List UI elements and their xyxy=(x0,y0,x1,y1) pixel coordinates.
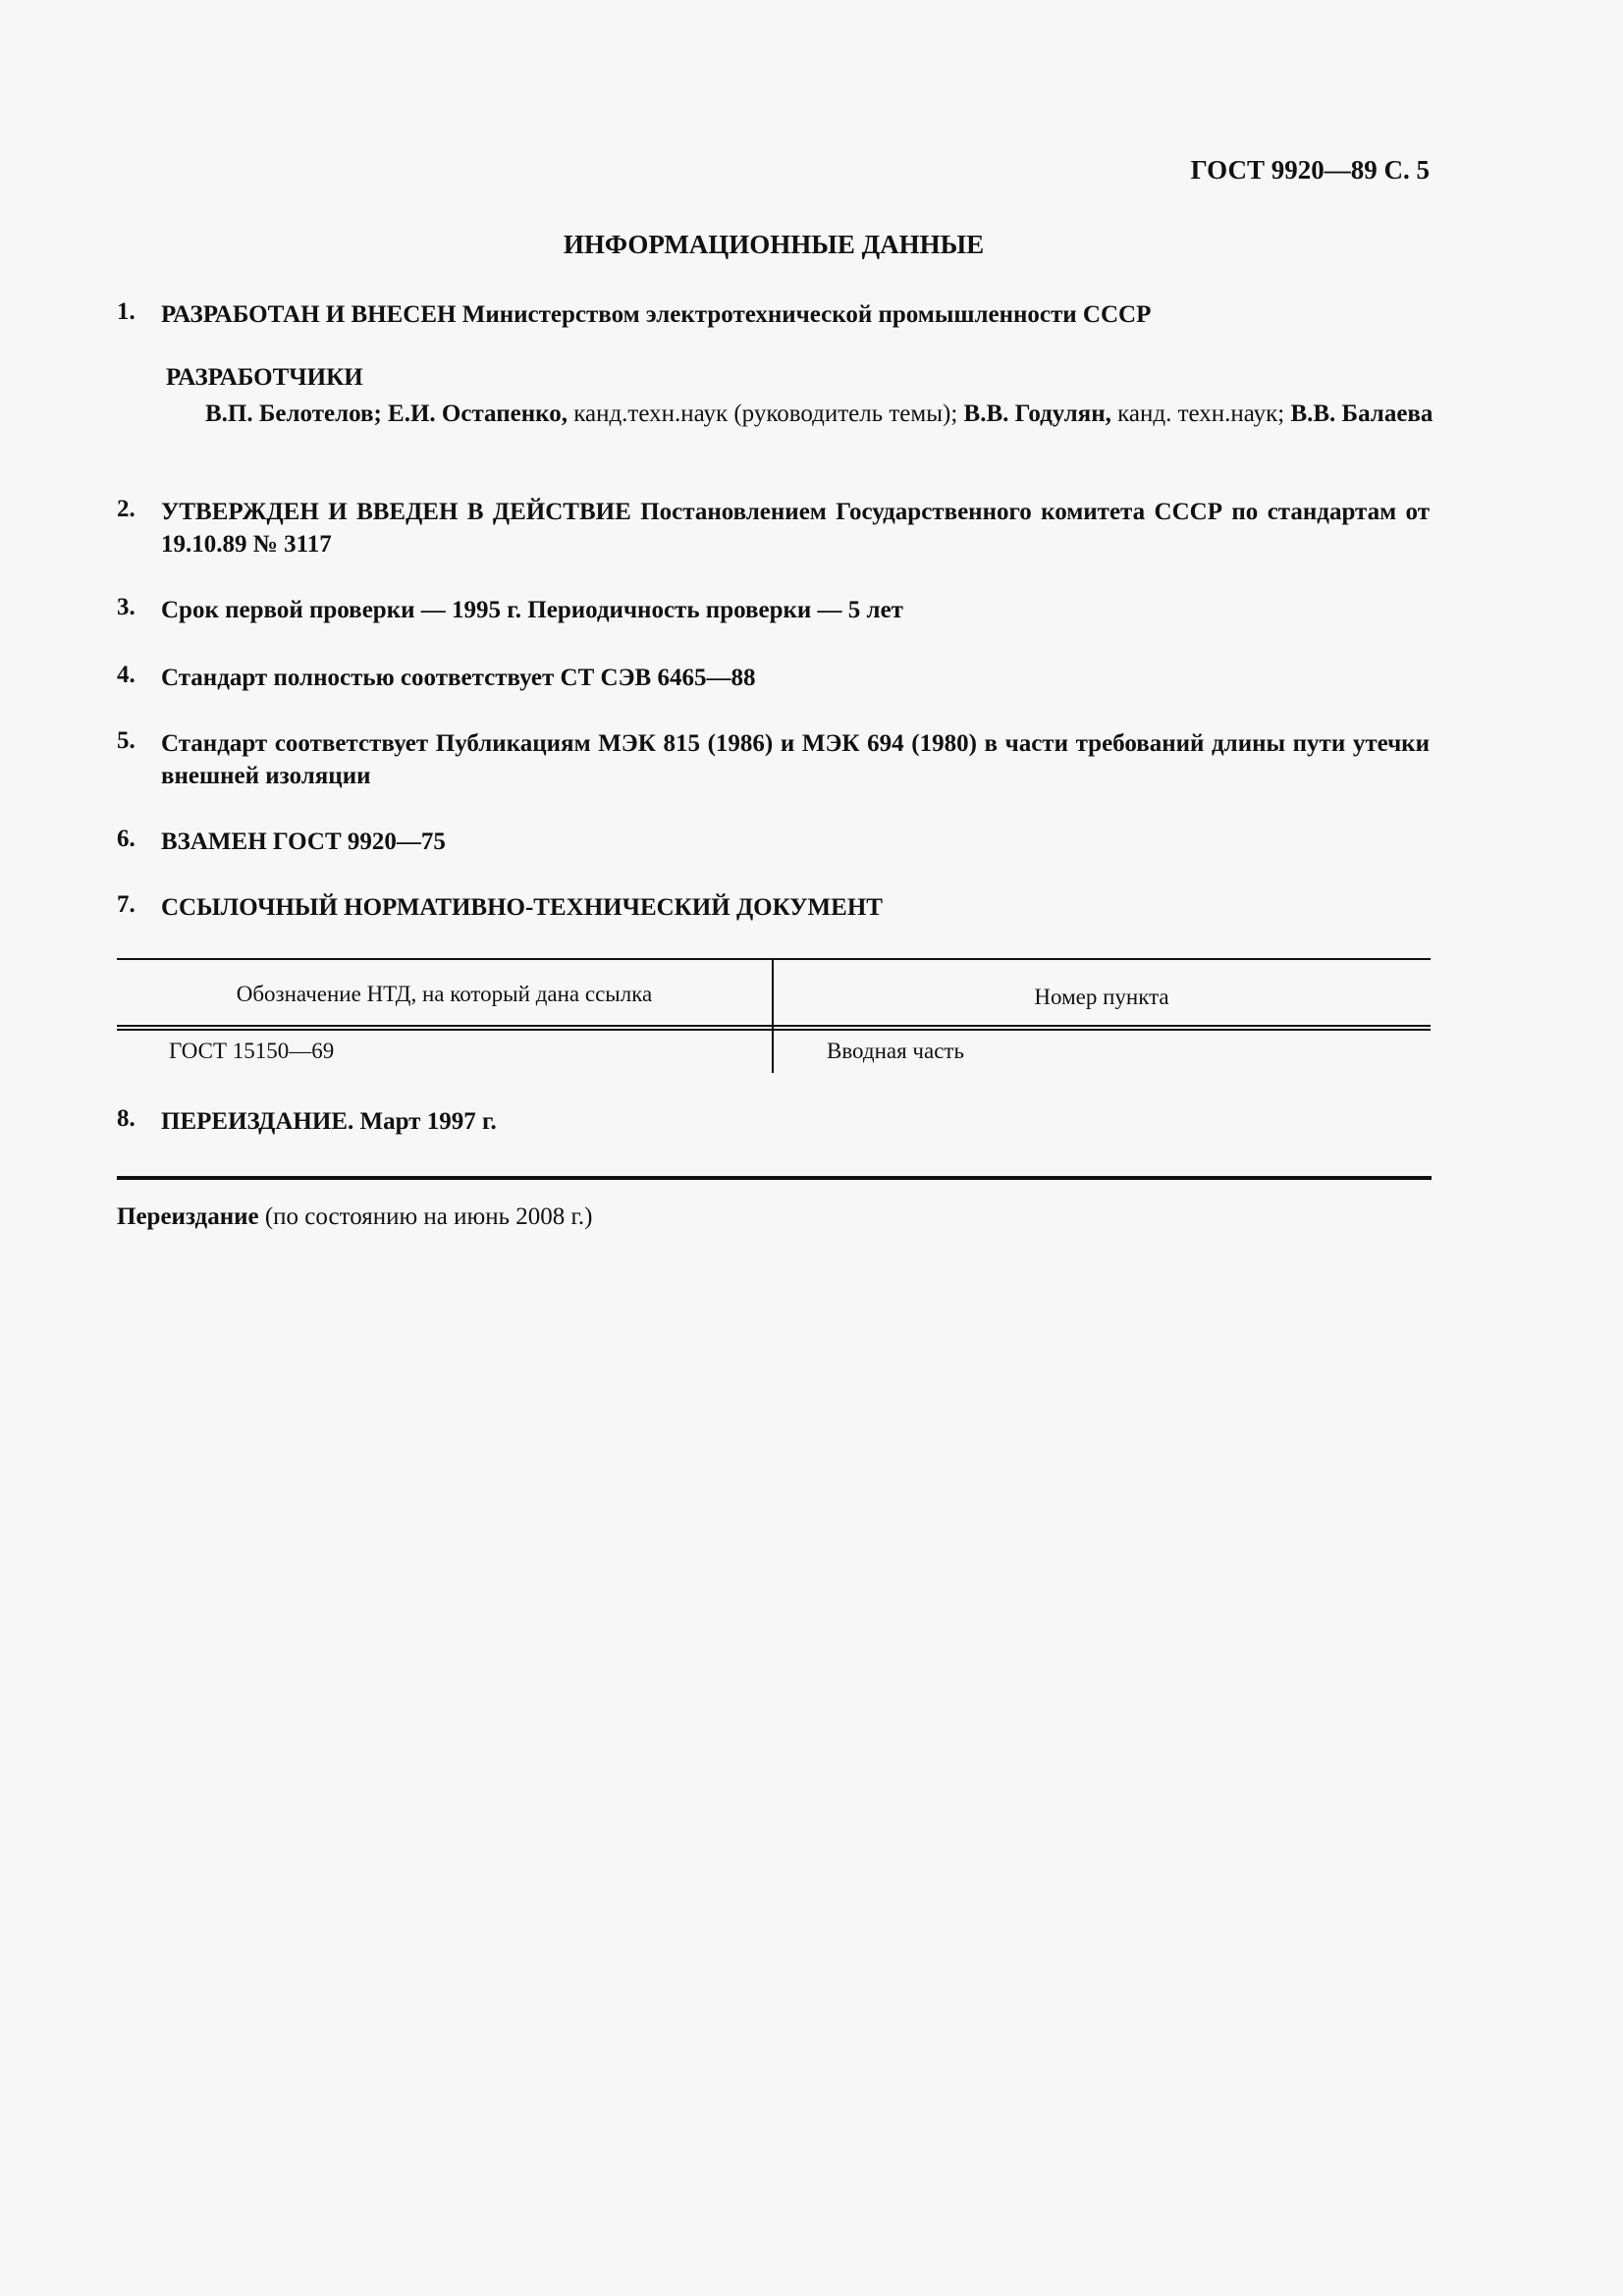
document-reference: ГОСТ 9920—89 С. 5 xyxy=(1190,155,1430,185)
section-divider xyxy=(117,1176,1432,1180)
reissue-date: (по состоянию на июнь 2008 г.) xyxy=(258,1203,593,1230)
page-title: ИНФОРМАЦИОННЫЕ ДАННЫЕ xyxy=(563,230,985,259)
item-number: 5. xyxy=(117,727,135,754)
item-number: 3. xyxy=(117,594,135,620)
developer-names-3: В.В. Балаева xyxy=(1290,400,1434,427)
table-cell: Вводная часть xyxy=(827,1039,964,1063)
item-6-text: ВЗАМЕН ГОСТ 9920—75 xyxy=(161,828,446,855)
item-8-text: ПЕРЕИЗДАНИЕ. Март 1997 г. xyxy=(161,1108,497,1135)
table-cell: ГОСТ 15150—69 xyxy=(169,1039,335,1063)
table-header-cell: Обозначение НТД, на который дана ссылка xyxy=(236,982,653,1006)
item-3-text: Срок первой проверки — 1995 г. Периодичность проверки — 5 лет xyxy=(161,597,903,623)
item-number: 8. xyxy=(117,1105,135,1132)
developer-names-2: В.В. Годулян, xyxy=(963,400,1111,427)
developer-names-1: В.П. Белотелов; Е.И. Остапенко, xyxy=(205,400,568,427)
item-number: 4. xyxy=(117,662,135,688)
table-header-border xyxy=(117,1029,1431,1031)
item-5-text: Стандарт соответствует Публикациям МЭК 815 (1986) и МЭК 694 (1980) в части требований длины пути утечки внешней изоляции xyxy=(161,730,1430,789)
item-number: 1. xyxy=(117,298,135,325)
item-1-text: РАЗРАБОТАН И ВНЕСЕН Министерством электротехнической промышленности СССР xyxy=(161,301,1152,328)
item-4-text: Стандарт полностью соответствует СТ СЭВ 6465—88 xyxy=(161,665,756,691)
developer-degree-1: канд.техн.наук (руководитель темы); xyxy=(567,400,964,427)
table-top-border xyxy=(117,958,1431,960)
developer-degree-2: канд. техн.наук; xyxy=(1110,400,1291,427)
developers-list xyxy=(205,398,1434,430)
table-header-border xyxy=(117,1025,1431,1027)
item-number: 7. xyxy=(117,891,135,918)
item-7-text: ССЫЛОЧНЫЙ НОРМАТИВНО-ТЕХНИЧЕСКИЙ ДОКУМЕНТ xyxy=(161,894,883,921)
table-column-divider xyxy=(772,958,774,1073)
item-number: 6. xyxy=(117,826,135,852)
reissue-label: Переиздание xyxy=(117,1203,259,1230)
developers-heading: РАЗРАБОТЧИКИ xyxy=(166,364,363,391)
item-number: 2. xyxy=(117,496,135,522)
table-header-cell: Номер пункта xyxy=(1034,985,1169,1009)
item-2-text: УТВЕРЖДЕН И ВВЕДЕН В ДЕЙСТВИЕ Постановлением Государственного комитета СССР по стандартам от 19.10.89 № 3117 xyxy=(161,499,1430,558)
reissue-note xyxy=(117,1203,593,1231)
